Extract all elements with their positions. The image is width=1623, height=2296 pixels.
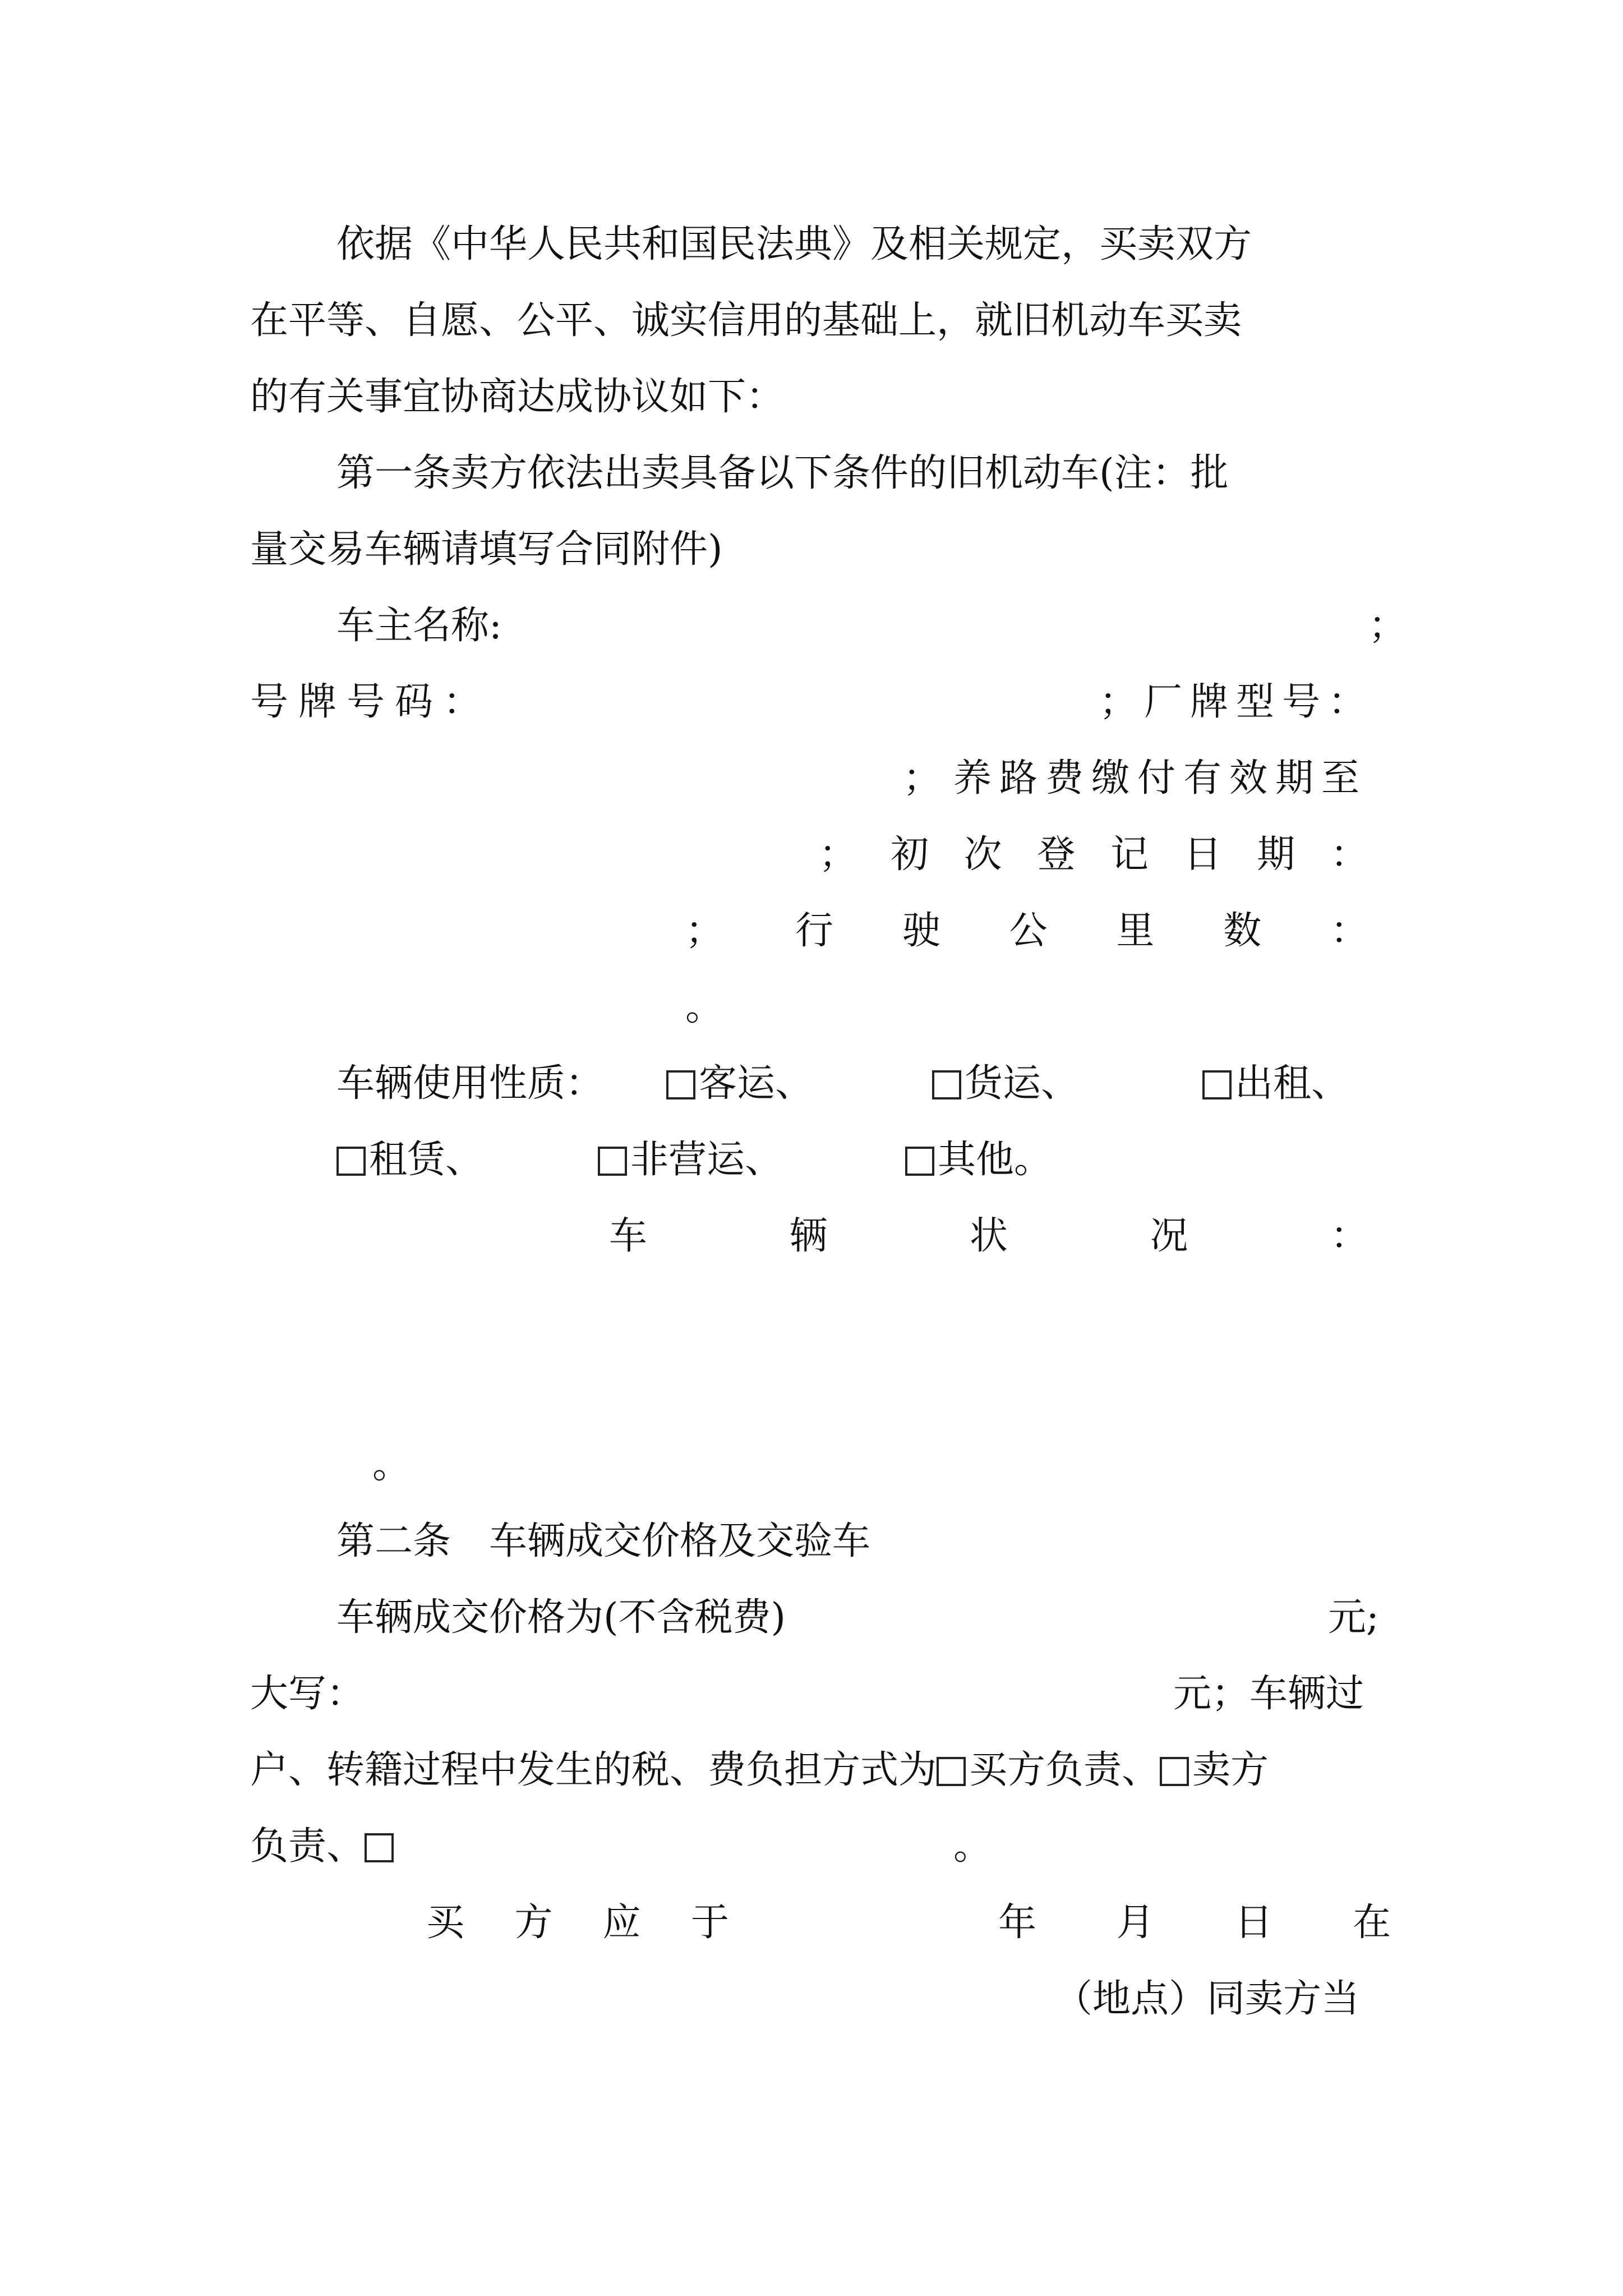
checkbox[interactable] [1202, 1070, 1232, 1099]
road-fee-semicolon: ； [903, 756, 942, 800]
owner-name-semicolon: ； [1368, 604, 1407, 648]
char: 初 [891, 832, 929, 877]
char: 日 [1234, 1901, 1273, 1945]
char: 年 [998, 1901, 1037, 1945]
tax-line-2 [250, 1824, 397, 1869]
tax-text: 户、转籍过程中发生的税、费负担方式为 [250, 1748, 937, 1792]
char: 公 [1009, 909, 1048, 953]
checkbox-other[interactable] [365, 1833, 394, 1862]
usage-option-non-commercial[interactable] [598, 1138, 783, 1182]
char: 行 [795, 909, 834, 953]
intro-line-1: 依据《中华人民共和国民法典》及相关规定，买卖双方 [336, 222, 1252, 266]
vehicle-condition-period: 。 [372, 1443, 411, 1487]
char: 在 [1352, 1901, 1391, 1945]
checkbox-buyer[interactable] [937, 1757, 966, 1786]
mileage-semicolon: ； [685, 909, 724, 953]
option-label: 卖方 [1192, 1748, 1269, 1792]
usage-option-other[interactable] [905, 1138, 1053, 1182]
checkbox-seller[interactable] [1160, 1757, 1189, 1786]
char: ： [1330, 909, 1368, 953]
tax-text: 负责、 [250, 1824, 365, 1869]
road-fee-label: 养路费缴付有效期至 [953, 756, 1368, 800]
char: 状 [969, 1214, 1008, 1258]
price-upper-label: 大写： [250, 1672, 365, 1716]
intro-line-3: 的有关事宜协商达成协议如下： [250, 375, 785, 419]
char: 登 [1037, 832, 1076, 877]
article-2-title: 第二条 车辆成交价格及交验车 [336, 1519, 871, 1563]
brand-model-label: 厂牌型号： [1144, 680, 1375, 724]
price-label: 车辆成交价格为(不含税费) [336, 1595, 786, 1640]
mileage-period: 。 [685, 985, 724, 1029]
price-upper-yuan: 元；车辆过 [1173, 1672, 1364, 1716]
date-label [998, 1901, 1391, 1945]
char: 买 [426, 1901, 465, 1945]
usage-option-passenger[interactable] [666, 1061, 814, 1106]
checkbox[interactable] [598, 1147, 627, 1176]
char: ： [1330, 832, 1368, 877]
tax-line-2-period: 。 [953, 1824, 992, 1869]
plate-number-semicolon: ； [1099, 680, 1138, 724]
vehicle-condition-label [609, 1214, 1368, 1258]
checkbox[interactable] [932, 1070, 961, 1099]
char: 里 [1116, 909, 1155, 953]
checkbox[interactable] [905, 1147, 934, 1176]
checkbox[interactable] [666, 1070, 695, 1099]
char: 况 [1150, 1214, 1188, 1258]
article-1-line-2: 量交易车辆请填写合同附件) [250, 527, 723, 572]
article-1-line-1: 第一条卖方依法出卖具备以下条件的旧机动车(注：批 [336, 451, 1229, 495]
option-label: 出租、 [1235, 1061, 1350, 1106]
option-label: 租赁、 [369, 1138, 484, 1182]
char: 记 [1110, 832, 1149, 877]
usage-label: 车辆使用性质： [336, 1061, 604, 1106]
char: 应 [602, 1901, 641, 1945]
char: 车 [609, 1214, 648, 1258]
plate-number-label: 号牌号码： [250, 680, 492, 724]
intro-line-2: 在平等、自愿、公平、诚实信用的基础上，就旧机动车买卖 [250, 298, 1242, 343]
buyer-shall-label [426, 1901, 729, 1945]
char: 数 [1223, 909, 1262, 953]
char: 于 [690, 1901, 729, 1945]
first-registration-label [891, 832, 1368, 877]
char: 方 [514, 1901, 553, 1945]
option-label: 非营运、 [630, 1138, 783, 1182]
tax-line-1 [250, 1748, 1269, 1792]
char: 月 [1116, 1901, 1155, 1945]
char: 驶 [902, 909, 940, 953]
char: ： [1330, 1214, 1368, 1258]
first-registration-semicolon: ； [819, 832, 857, 877]
char: 次 [963, 832, 1002, 877]
usage-option-freight[interactable] [932, 1061, 1080, 1106]
char: 日 [1183, 832, 1222, 877]
option-label: 其他。 [938, 1138, 1053, 1182]
owner-name-label: 车主名称: [336, 604, 502, 648]
checkbox[interactable] [336, 1147, 366, 1176]
char: 辆 [789, 1214, 828, 1258]
usage-option-lease[interactable] [336, 1138, 484, 1182]
usage-option-taxi[interactable] [1202, 1061, 1350, 1106]
mileage-label [795, 909, 1368, 953]
place-text: （地点）同卖方当 [1054, 1977, 1360, 2021]
price-yuan: 元; [1328, 1595, 1379, 1640]
option-label: 买方负责、 [969, 1748, 1160, 1792]
option-label: 货运、 [965, 1061, 1080, 1106]
char: 期 [1257, 832, 1295, 877]
option-label: 客运、 [699, 1061, 814, 1106]
